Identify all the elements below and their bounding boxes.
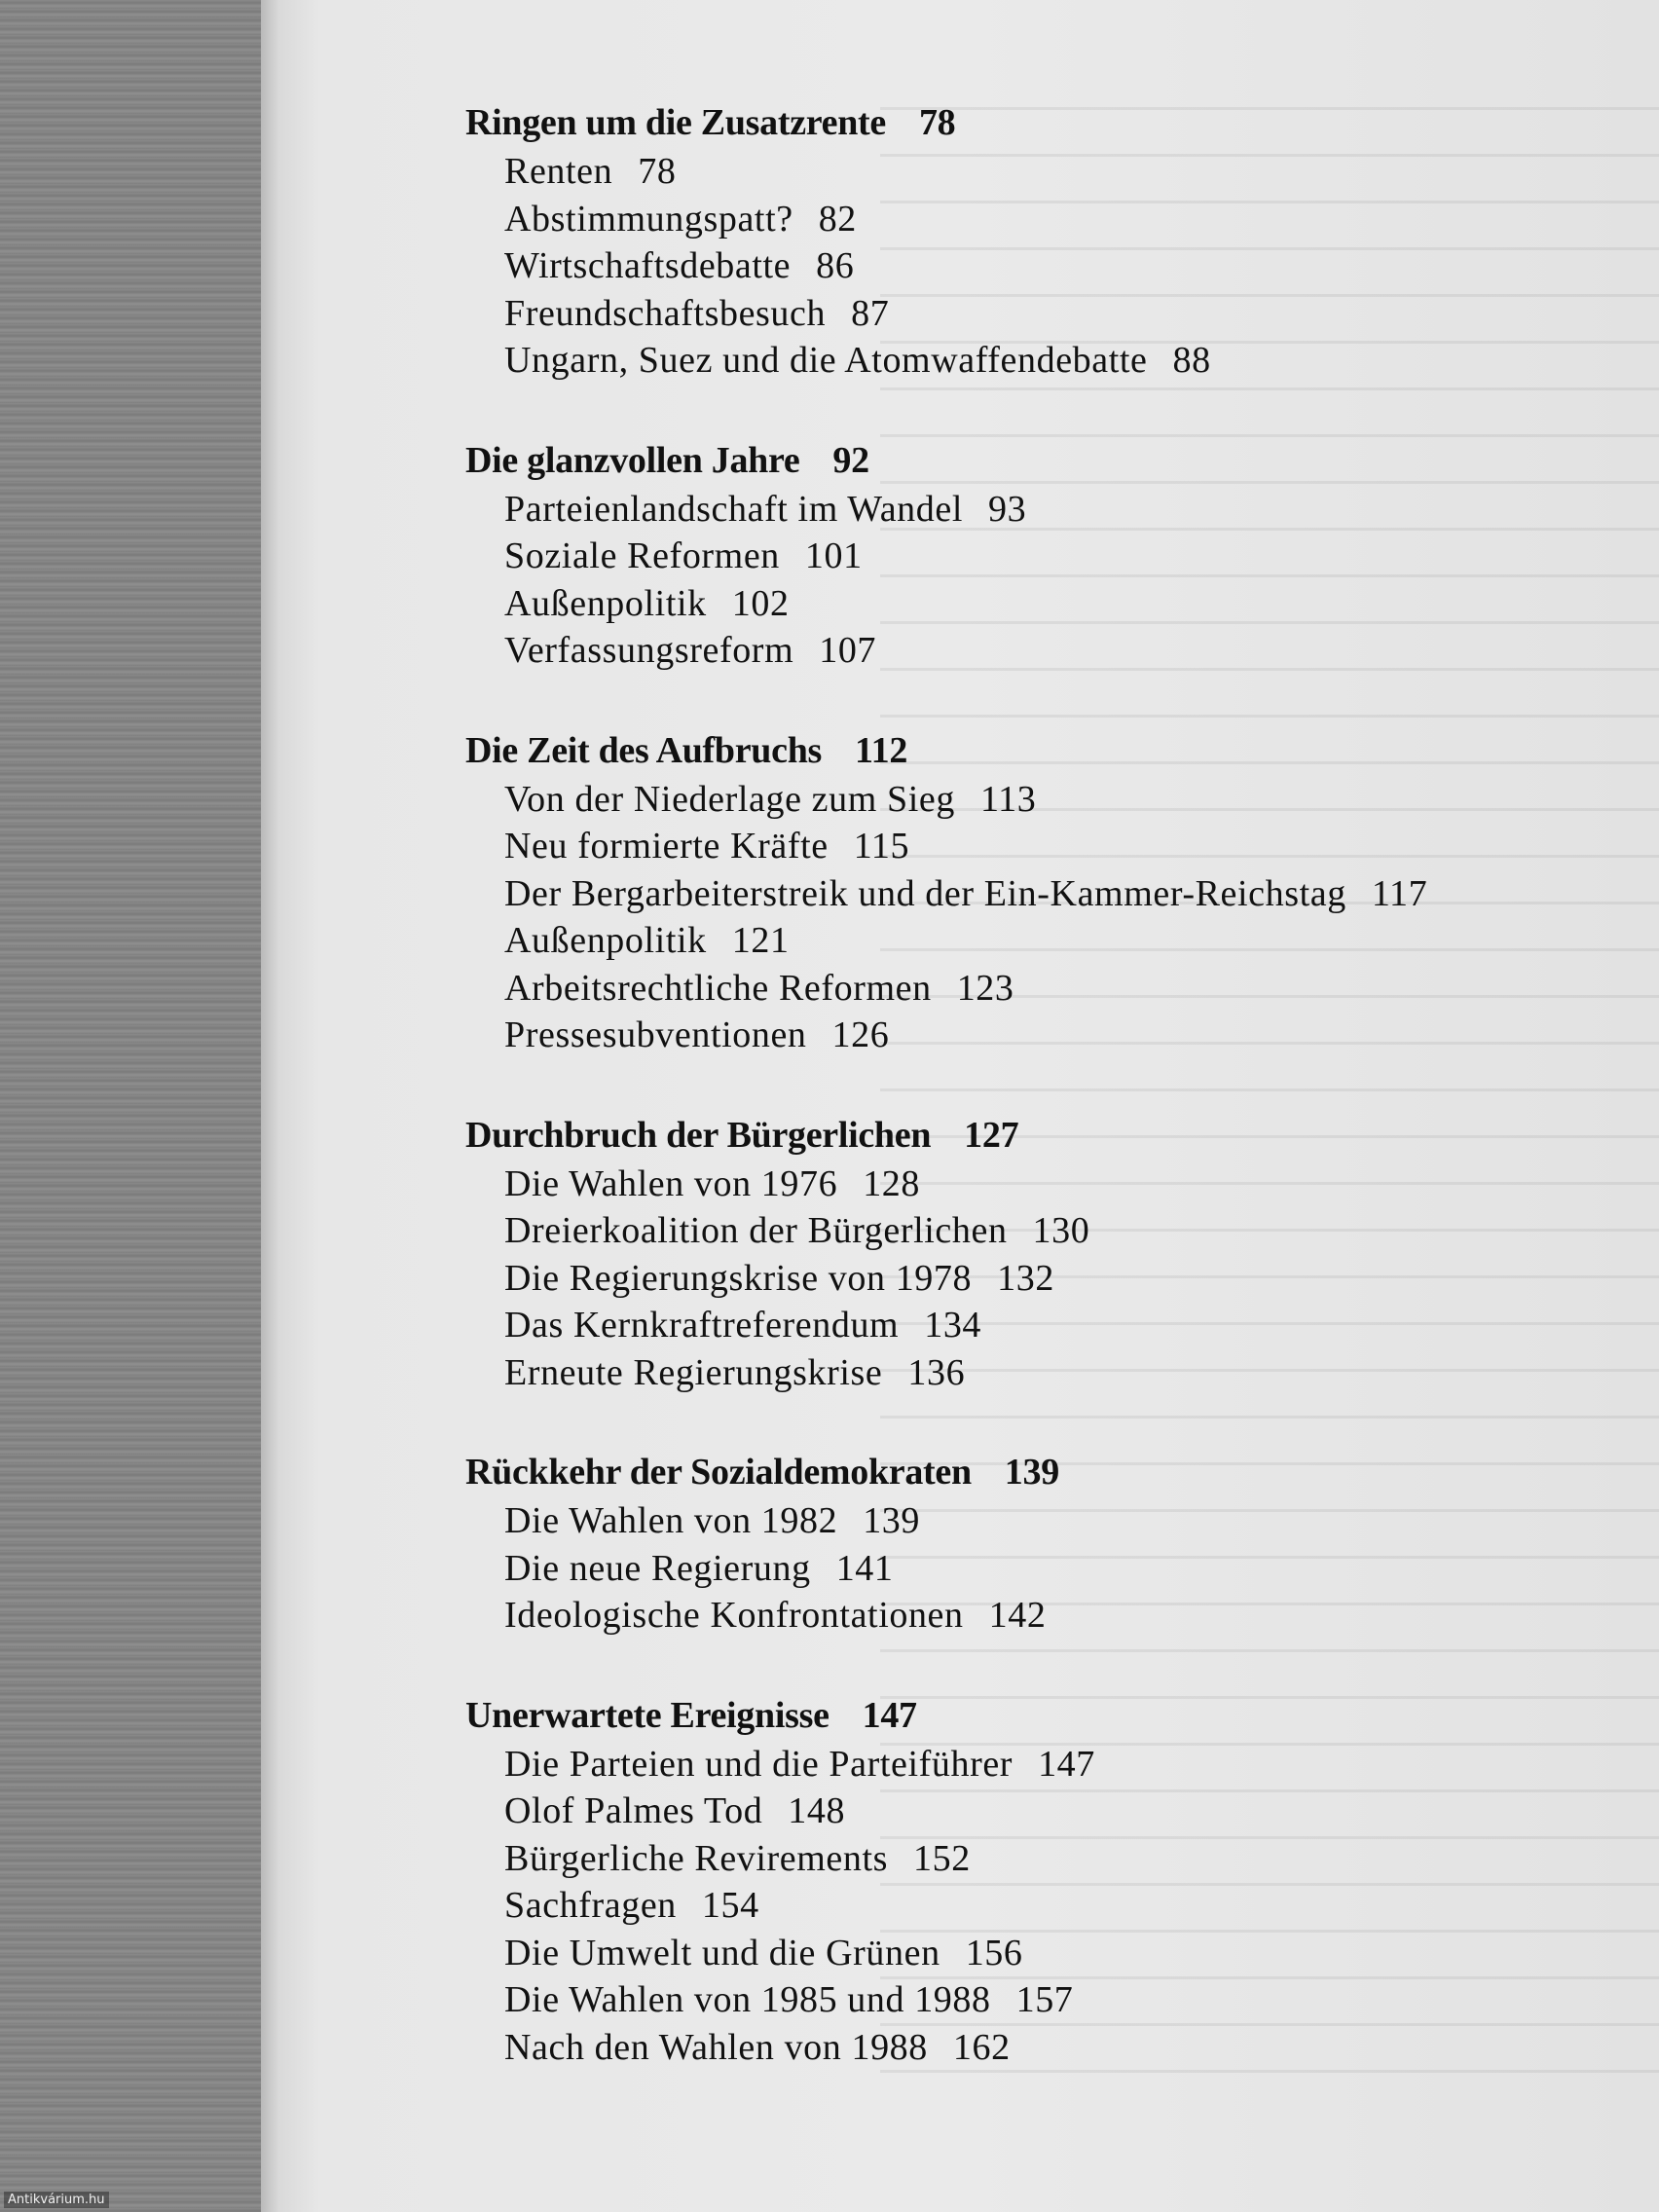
entry-title: Ungarn, Suez und die Atomwaffendebatte bbox=[504, 340, 1148, 381]
section-page-number: 127 bbox=[964, 1114, 1019, 1156]
toc-entry bbox=[465, 1349, 1634, 1397]
toc-entry bbox=[465, 1592, 1634, 1640]
section-heading bbox=[465, 1690, 1634, 1741]
entry-title: Nach den Wahlen von 1988 bbox=[504, 2026, 928, 2068]
toc-entry bbox=[465, 290, 1634, 338]
section-page-number: 139 bbox=[1004, 1452, 1059, 1493]
section-heading bbox=[465, 97, 1634, 148]
entry-page-number: 156 bbox=[965, 1932, 1023, 1973]
entry-page-number: 87 bbox=[851, 292, 890, 334]
entry-page-number: 152 bbox=[913, 1837, 971, 1879]
toc-entry bbox=[465, 627, 1634, 675]
section-page-number: 92 bbox=[832, 439, 869, 481]
entry-title: Freundschaftsbesuch bbox=[504, 292, 827, 334]
entry-page-number: 162 bbox=[952, 2026, 1011, 2068]
entry-title: Außenpolitik bbox=[504, 920, 707, 961]
entry-title: Die neue Regierung bbox=[504, 1547, 811, 1589]
entry-page-number: 132 bbox=[997, 1257, 1054, 1299]
table-of-contents bbox=[465, 97, 1634, 2121]
toc-entry bbox=[465, 1545, 1634, 1593]
entry-page-number: 117 bbox=[1371, 872, 1428, 914]
toc-entry bbox=[465, 196, 1634, 243]
toc-entry bbox=[465, 776, 1634, 824]
entry-page-number: 139 bbox=[863, 1500, 921, 1541]
toc-entry bbox=[465, 1255, 1634, 1303]
watermark: Antikvárium.hu bbox=[4, 2192, 109, 2208]
section-heading bbox=[465, 1447, 1634, 1497]
toc-entry bbox=[465, 486, 1634, 534]
entry-title: Die Wahlen von 1985 und 1988 bbox=[504, 1979, 991, 2020]
toc-entry bbox=[465, 1302, 1634, 1349]
section-heading bbox=[465, 725, 1634, 776]
toc-section bbox=[465, 435, 1634, 675]
entry-page-number: 115 bbox=[853, 826, 910, 866]
toc-entry bbox=[465, 580, 1634, 628]
section-heading bbox=[465, 435, 1634, 486]
toc-entry bbox=[465, 1930, 1634, 1977]
scanner-backdrop bbox=[0, 0, 268, 2212]
entry-title: Das Kernkraftreferendum bbox=[504, 1305, 900, 1346]
entry-title: Neu formierte Kräfte bbox=[504, 826, 829, 866]
toc-entry bbox=[465, 1012, 1634, 1059]
toc-section bbox=[465, 1447, 1634, 1640]
entry-title: Verfassungsreform bbox=[504, 630, 794, 671]
entry-page-number: 82 bbox=[818, 198, 857, 240]
entry-page-number: 134 bbox=[924, 1305, 982, 1346]
entry-title: Die Wahlen von 1976 bbox=[504, 1162, 838, 1204]
entry-title: Renten bbox=[504, 151, 613, 192]
entry-page-number: 128 bbox=[863, 1162, 921, 1204]
entry-title: Der Bergarbeiterstreik und der Ein-Kammer-Reichstag bbox=[504, 872, 1346, 914]
toc-entry bbox=[465, 965, 1634, 1013]
section-page-number: 147 bbox=[862, 1694, 917, 1736]
entry-title: Die Parteien und die Parteiführer bbox=[504, 1743, 1014, 1785]
entry-title: Parteienlandschaft im Wandel bbox=[504, 488, 963, 530]
entry-title: Die Wahlen von 1982 bbox=[504, 1500, 838, 1541]
toc-entry bbox=[465, 1497, 1634, 1545]
entry-title: Wirtschaftsdebatte bbox=[504, 245, 792, 286]
entry-title: Außenpolitik bbox=[504, 582, 707, 624]
entry-page-number: 86 bbox=[816, 245, 855, 286]
entry-page-number: 78 bbox=[638, 151, 677, 192]
entry-page-number: 157 bbox=[1015, 1979, 1074, 2020]
section-title: Ringen um die Zusatzrente bbox=[465, 102, 886, 143]
toc-entry bbox=[465, 1835, 1634, 1883]
entry-title: Sachfragen bbox=[504, 1885, 677, 1926]
section-title: Die Zeit des Aufbruchs bbox=[465, 729, 823, 771]
entry-page-number: 93 bbox=[988, 488, 1027, 530]
entry-title: Abstimmungspatt? bbox=[504, 198, 793, 240]
entry-page-number: 136 bbox=[907, 1351, 966, 1393]
entry-page-number: 102 bbox=[731, 582, 790, 624]
toc-entry bbox=[465, 1788, 1634, 1835]
entry-page-number: 113 bbox=[979, 778, 1037, 820]
entry-title: Soziale Reformen bbox=[504, 535, 780, 576]
entry-page-number: 142 bbox=[988, 1595, 1047, 1636]
entry-page-number: 126 bbox=[831, 1014, 890, 1055]
toc-entry bbox=[465, 1976, 1634, 2024]
entry-title: Die Regierungskrise von 1978 bbox=[504, 1257, 973, 1299]
toc-section bbox=[465, 1110, 1634, 1397]
entry-page-number: 107 bbox=[819, 630, 877, 671]
toc-entry bbox=[465, 148, 1634, 196]
entry-title: Olof Palmes Tod bbox=[504, 1790, 763, 1831]
toc-entry bbox=[465, 870, 1634, 918]
entry-page-number: 121 bbox=[731, 920, 790, 961]
entry-page-number: 154 bbox=[701, 1885, 759, 1926]
toc-entry bbox=[465, 823, 1634, 870]
entry-title: Erneute Regierungskrise bbox=[504, 1351, 883, 1393]
section-title: Rückkehr der Sozialdemokraten bbox=[465, 1452, 972, 1493]
entry-page-number: 148 bbox=[788, 1790, 846, 1831]
entry-title: Von der Niederlage zum Sieg bbox=[504, 778, 955, 820]
section-page-number: 112 bbox=[855, 729, 908, 771]
entry-page-number: 130 bbox=[1032, 1210, 1090, 1251]
entry-title: Bürgerliche Revirements bbox=[504, 1837, 889, 1879]
toc-entry bbox=[465, 337, 1634, 385]
entry-title: Die Umwelt und die Grünen bbox=[504, 1932, 940, 1973]
toc-entry bbox=[465, 2024, 1634, 2072]
entry-title: Arbeitsrechtliche Reformen bbox=[504, 967, 932, 1009]
section-heading bbox=[465, 1110, 1634, 1161]
entry-page-number: 141 bbox=[835, 1547, 894, 1589]
entry-title: Pressesubventionen bbox=[504, 1014, 807, 1055]
section-title: Unerwartete Ereignisse bbox=[465, 1694, 830, 1736]
entry-page-number: 123 bbox=[956, 967, 1014, 1009]
entry-page-number: 147 bbox=[1038, 1743, 1095, 1785]
toc-entry bbox=[465, 1741, 1634, 1788]
section-page-number: 78 bbox=[918, 102, 956, 143]
toc-entry bbox=[465, 1882, 1634, 1930]
toc-entry bbox=[465, 533, 1634, 580]
section-title: Die glanzvollen Jahre bbox=[465, 439, 800, 481]
toc-section bbox=[465, 97, 1634, 385]
entry-page-number: 88 bbox=[1172, 340, 1211, 381]
entry-title: Ideologische Konfrontationen bbox=[504, 1595, 964, 1636]
toc-entry bbox=[465, 917, 1634, 965]
toc-entry bbox=[465, 242, 1634, 290]
toc-entry bbox=[465, 1161, 1634, 1208]
toc-entry bbox=[465, 1207, 1634, 1255]
entry-title: Dreierkoalition der Bürgerlichen bbox=[504, 1210, 1008, 1251]
entry-page-number: 101 bbox=[804, 535, 863, 576]
toc-section bbox=[465, 725, 1634, 1059]
toc-section bbox=[465, 1690, 1634, 2072]
section-title: Durchbruch der Bürgerlichen bbox=[465, 1114, 932, 1156]
